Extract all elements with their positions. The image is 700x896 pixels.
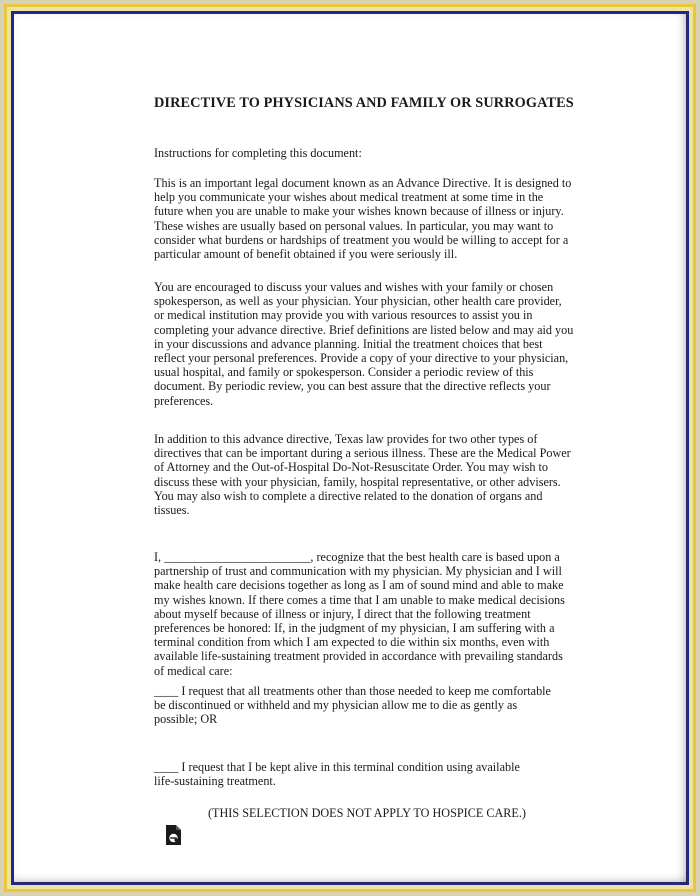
paragraph-discuss-values: You are encouraged to discuss your values and wishes with your family or chosen spokesperson, as well as your physician. Your physician, other health care provider, or medical institution may provide you with various resources to assist you in completing your advance directive. Brief definitions are listed below and may aid you in your discussions and advance planning. Initial the treatment choices that best reflect your personal preferences. Provide a copy of your directive to your physician, usual hospital, and family or spokesperson. Consider a periodic review of this document. By periodic review, you can best assure that the directive reflects your preferences. [154, 280, 574, 408]
document-page [14, 14, 686, 882]
hospice-note: (THIS SELECTION DOES NOT APPLY TO HOSPICE CARE.) [208, 806, 526, 820]
document-title: DIRECTIVE TO PHYSICIANS AND FAMILY OR SURROGATES [154, 95, 574, 111]
paragraph-texas-law: In addition to this advance directive, Texas law provides for two other types of directives that can be important during a serious illness. These are the Medical Power of Attorney and the Out-of-Hospital Do-Not-Resuscitate Order. You may wish to discuss these with your physician, family, hospital representative, or other advisers. You may also wish to complete a directive related to the donation of organs and tissues. [154, 432, 571, 518]
instructions-heading: Instructions for completing this document: [154, 146, 362, 160]
paragraph-advance-directive: This is an important legal document known as an Advance Directive. It is designed to help you communicate your wishes about medical treatment at some time in the future when you are unable to make your wishes known because of illness or injury. These wishes are usually based on personal values. In particular, you may want to consider what burdens or hardships of treatment you would be willing to accept for a particular amount of benefit obtained if you were seriously ill. [154, 176, 572, 262]
e-document-icon [162, 824, 184, 846]
option-discontinue-treatment: ____ I request that all treatments other than those needed to keep me comfortable be discontinued or withheld and my physician allow me to die as gently as possible; OR [154, 684, 551, 727]
paragraph-declaration: I, ________________________, recognize that the best health care is based upon a partnership of trust and communication with my physician. My physician and I will make health care decisions together as long as I am of sound mind and able to make my wishes known. If there comes a time that I am unable to make medical decisions about myself because of illness or injury, I direct that the following treatment preferences be honored: If, in the judgment of my physician, I am suffering with a terminal condition from which I am expected to die within six months, even with available life-sustaining treatment provided in accordance with prevailing standards of medical care: [154, 550, 565, 678]
option-keep-alive: ____ I request that I be kept alive in this terminal condition using available life-sustaining treatment. [154, 760, 520, 789]
